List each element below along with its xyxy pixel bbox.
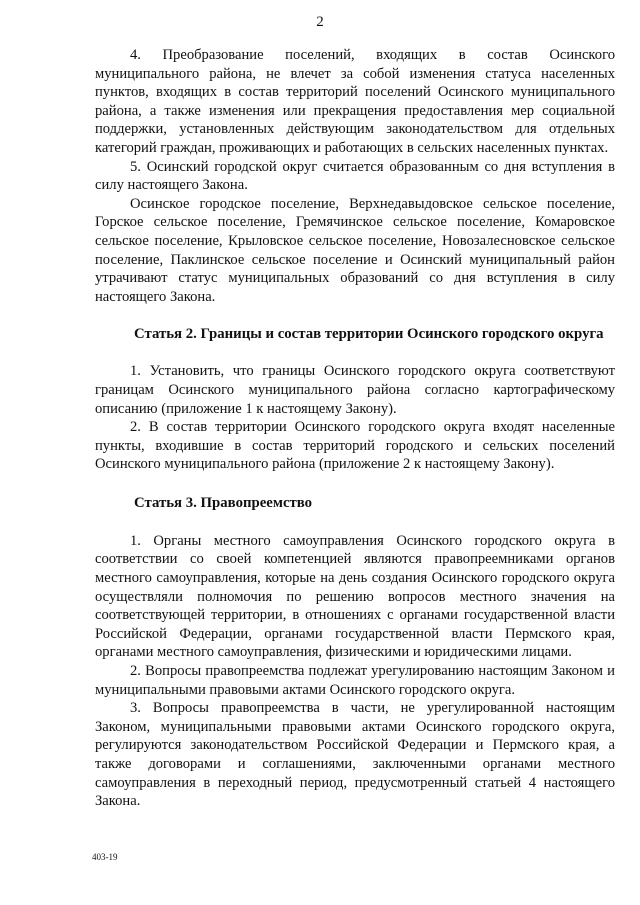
article-3-heading: Статья 3. Правопреемство <box>134 494 313 511</box>
article-3-paragraph-2: 2. Вопросы правопреемства подлежат урегулированию настоящим Законом и муниципальными правовыми актами Осинского городского округа. <box>95 663 615 698</box>
paragraph-5: 5. Осинский городской округ считается образованным со дня вступления в силу настоящего Закона. <box>95 158 615 194</box>
page-number: 2 <box>316 14 324 30</box>
article-2-paragraph-1: 1. Установить, что границы Осинского городского округа соответствуют границам Осинского муниципального района согласно картографическому описанию (приложение 1 к настоящему Закону). <box>95 363 615 417</box>
paragraph-4: 4. Преобразование поселений, входящих в состав Осинского муниципального района, не влечет за собой изменения статуса населенных пунктов, входящих в состав территорий поселений Осинского муниципального района, а также изменения или прекращения предоставления мер социальной поддержки, установленных действующим законодательством для отдельных категорий граждан, проживающих и работающих в сельских населенных пунктах. <box>95 47 615 156</box>
document-body <box>95 46 615 811</box>
article-2-paragraph-2: 2. В состав территории Осинского городского округа входят населенные пункты, входившие в состав территорий городского и сельских поселений Осинского муниципального района (приложение 2 к настоящему Закону). <box>95 419 615 473</box>
article-2-heading: Статья 2. Границы и состав территории Осинского городского округа <box>134 326 604 343</box>
paragraph-5-continued: Осинское городское поселение, Верхнедавыдовское сельское поселение, Горское сельское поселение, Гремячинское сельское поселение, Комаровское сельское поселение, Крыловское сельское поселение, Новозалесновское сельское поселение, Паклинское сельское поселение и Осинский муниципальный район утрачивают статус муниципальных образований со дня вступления в силу настоящего Закона. <box>95 195 615 305</box>
article-3-paragraph-3: 3. Вопросы правопреемства в части, не урегулированной настоящим Законом, муниципальными правовыми актами Осинского городского округа, регулируются законодательством Российской Федерации и Пермского края, а также договорами и соглашениями, заключенными органами местного самоуправления в переходный период, предусмотренный статьей 4 настоящего Закона. <box>95 700 615 810</box>
document-code: 403-19 <box>92 852 118 862</box>
article-3-paragraph-1: 1. Органы местного самоуправления Осинского городского округа в соответствии со своей компетенцией являются правопреемниками органов местного самоуправления, которые на день создания Осинского городского округа осуществляли полномочия по решению вопросов местного значения на соответствующей территории, в отношениях с органами государственной власти Российской Федерации, органами государственной власти Пермского края, органами местного самоуправления, физическими и юридическими лицами. <box>95 532 615 661</box>
